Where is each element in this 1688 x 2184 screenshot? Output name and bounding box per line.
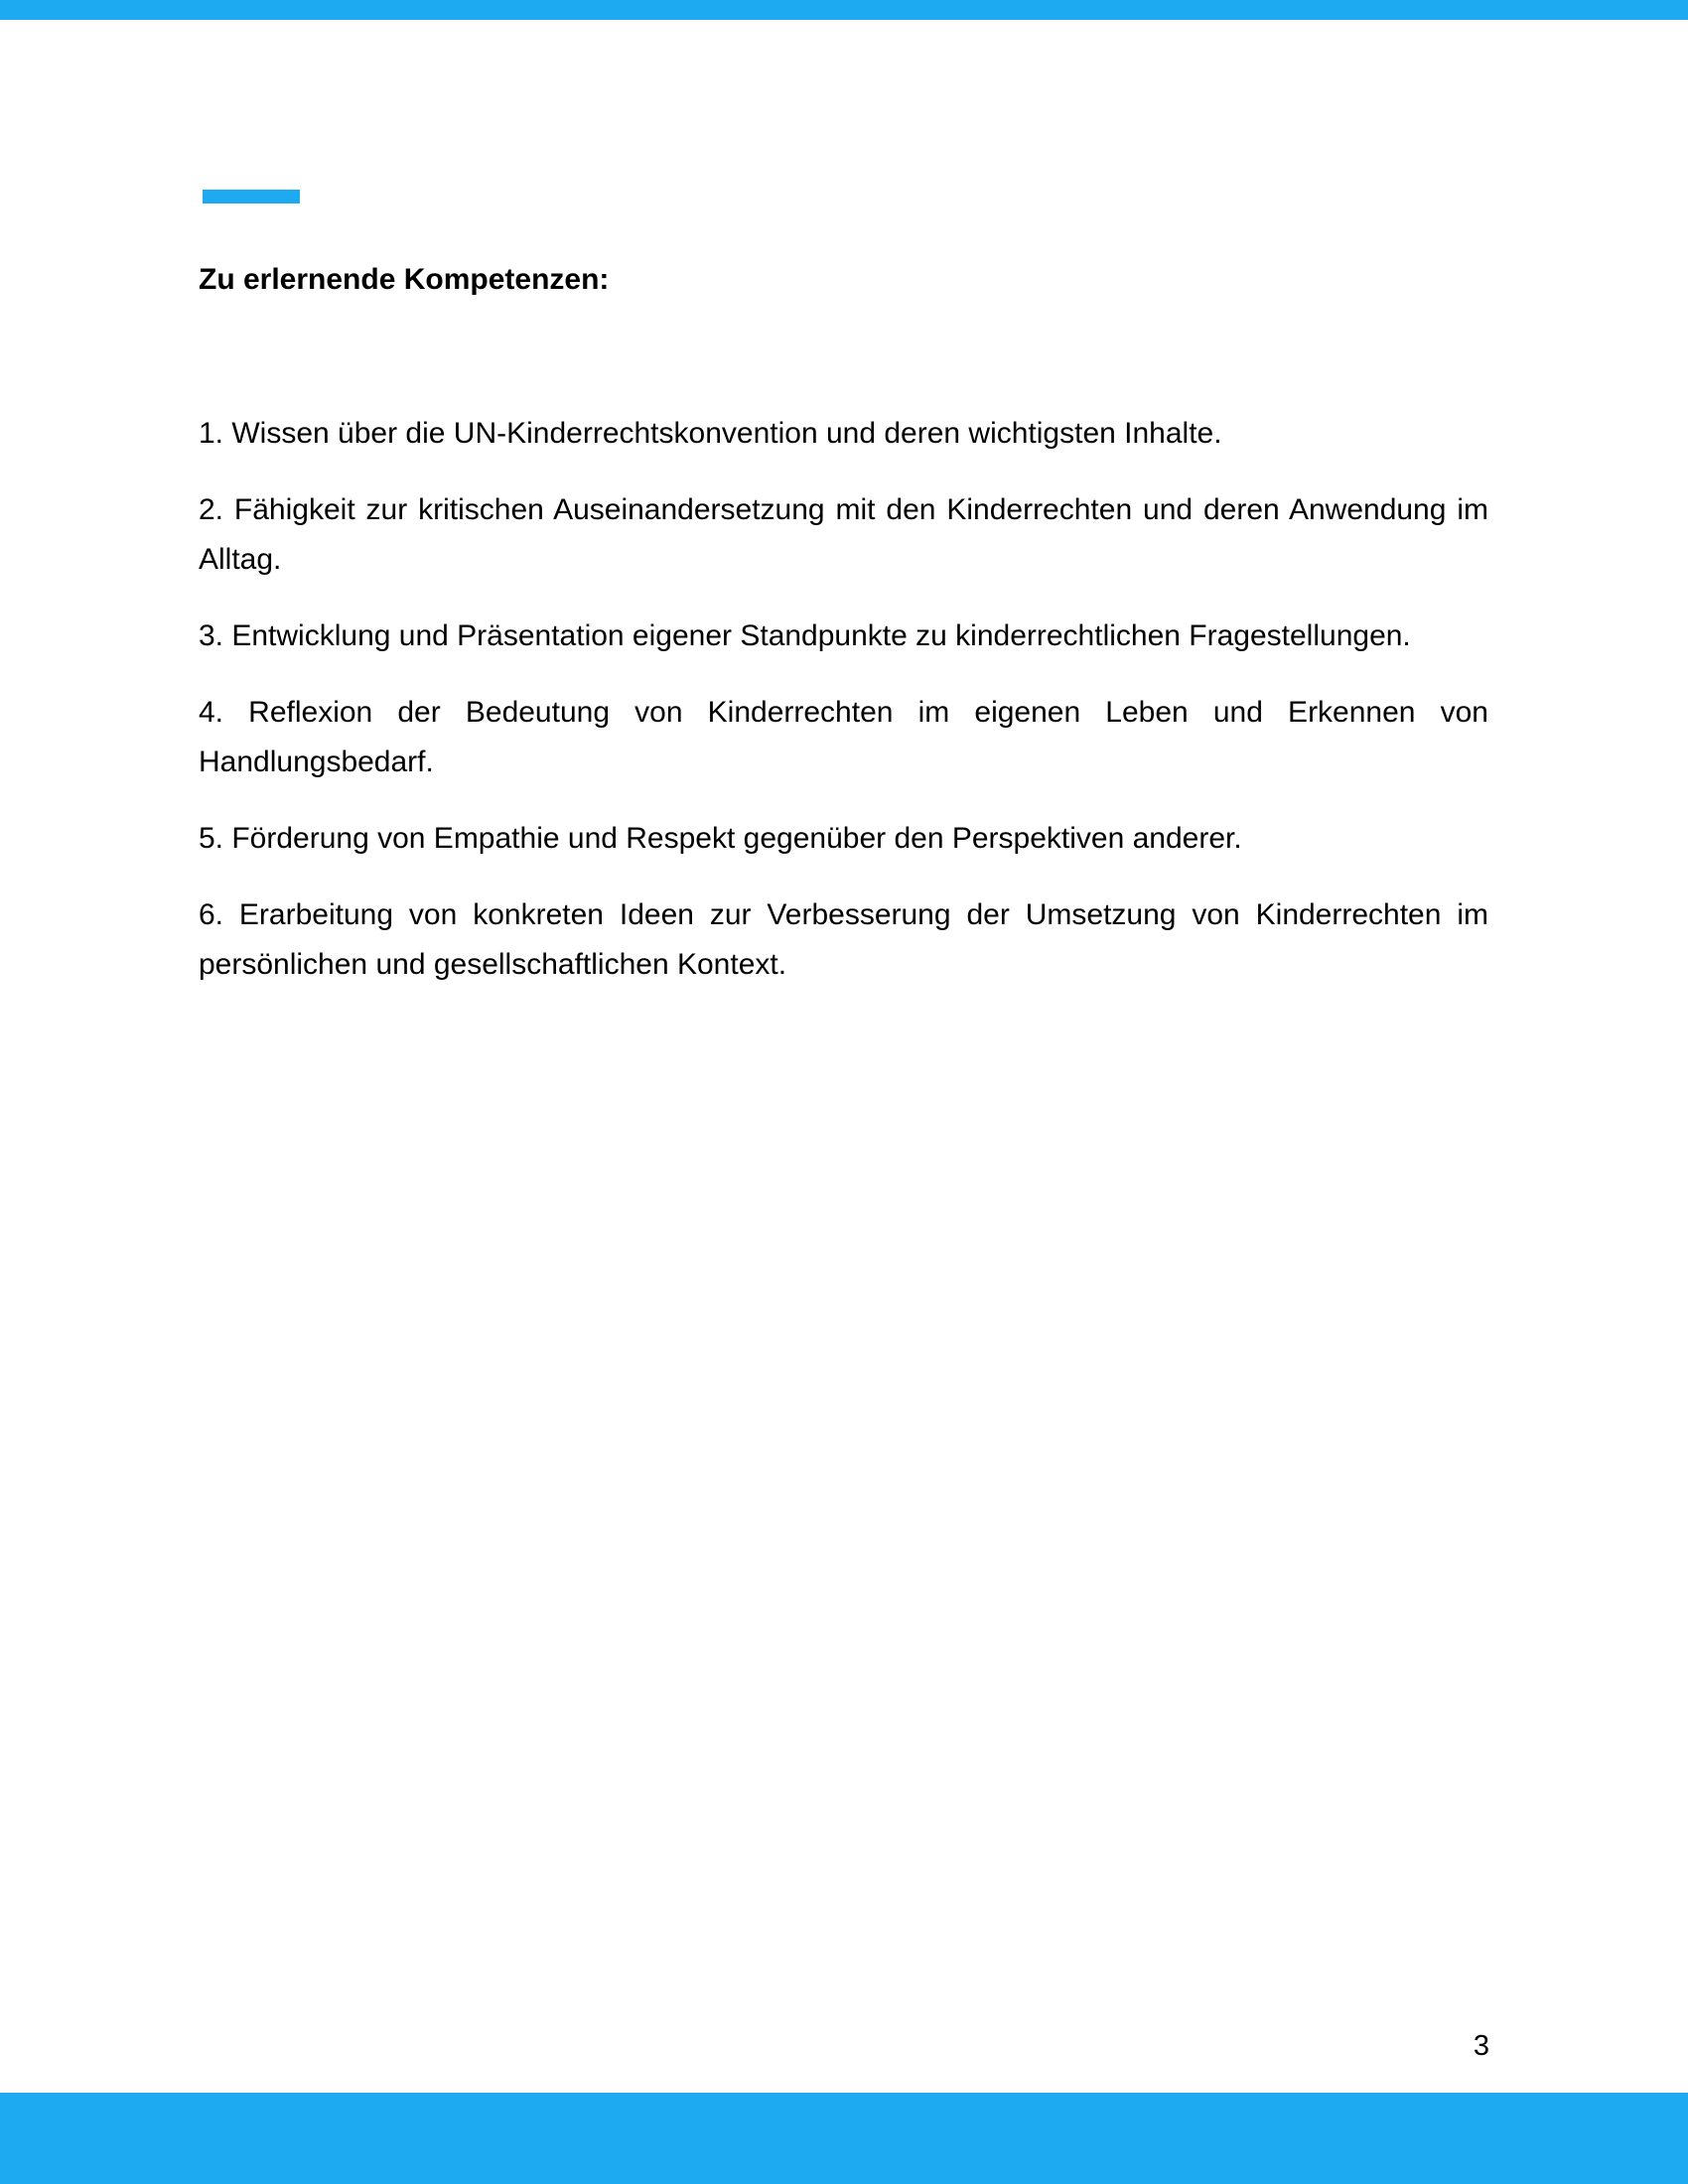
page-number: 3 <box>1473 2030 1489 2062</box>
competency-item-5: 5. Förderung von Empathie und Respekt gegenüber den Perspektiven anderer. <box>199 822 1242 855</box>
competency-item-3: 3. Entwicklung und Präsentation eigener Standpunkte zu kinderrechtlichen Fragestellungen. <box>199 619 1411 652</box>
competency-item-6: 6. Erarbeitung von konkreten Ideen zur Verbesserung der Umsetzung von Kinderrechten im persönlichen und gesellschaftlichen Kontext. <box>199 898 1488 981</box>
section-heading: Zu erlernende Kompetenzen: <box>199 263 610 296</box>
competency-list <box>199 409 1488 1017</box>
bottom-accent-bar <box>0 2093 1688 2184</box>
competency-item-4: 4. Reflexion der Bedeutung von Kinderrechten im eigenen Leben und Erkennen von Handlungsbedarf. <box>199 696 1488 778</box>
top-accent-bar <box>0 0 1688 20</box>
competency-item-2: 2. Fähigkeit zur kritischen Auseinandersetzung mit den Kinderrechten und deren Anwendung im Alltag. <box>199 493 1488 576</box>
competency-item-1: 1. Wissen über die UN-Kinderrechtskonvention und deren wichtigsten Inhalte. <box>199 417 1222 450</box>
heading-accent-dash <box>203 190 300 204</box>
